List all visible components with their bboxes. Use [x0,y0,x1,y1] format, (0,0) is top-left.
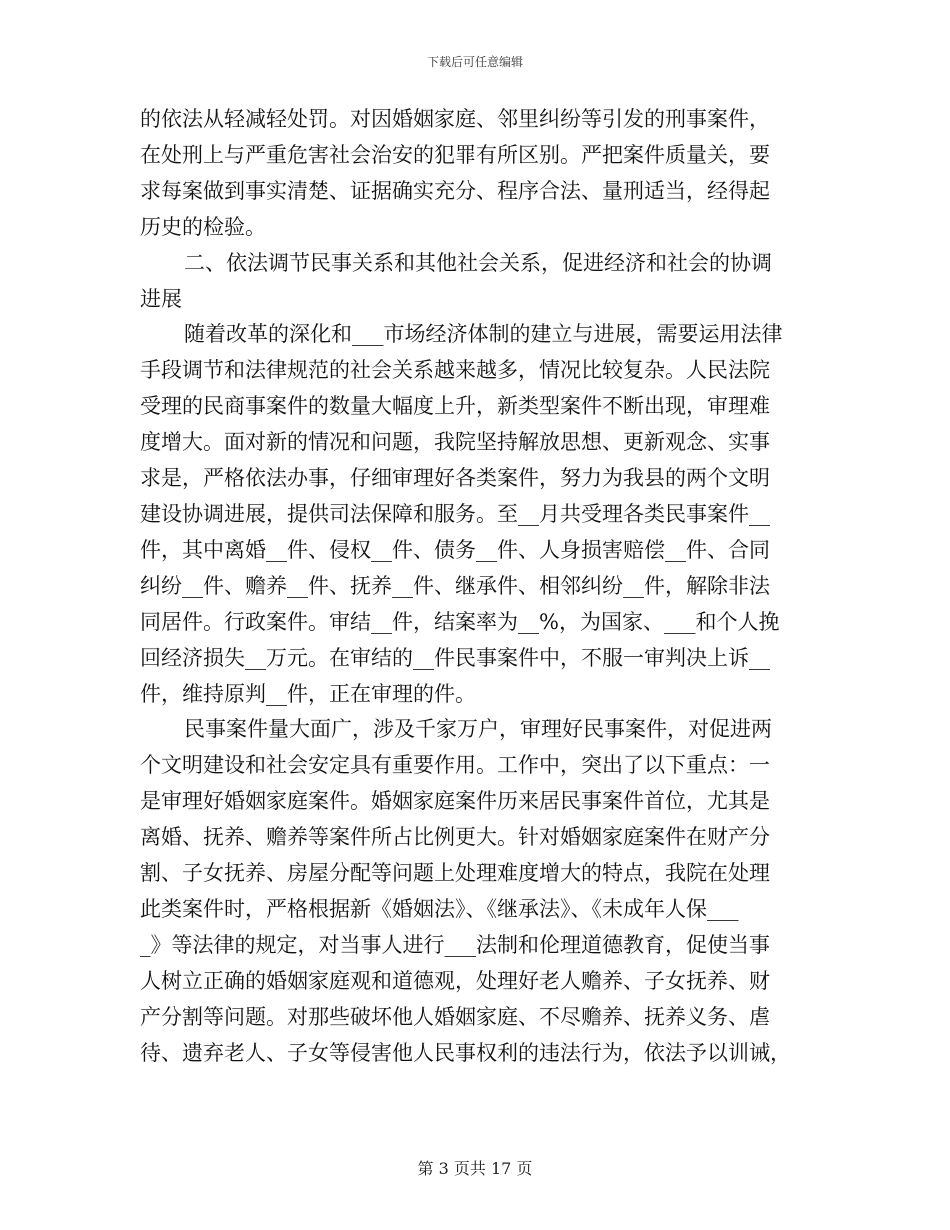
text-line: 在处刑上与严重危害社会治安的犯罪有所区别。严把案件质量关，要 [140,142,770,167]
text-line: 求每案做到事实清楚、证据确实充分、程序合法、量刑适当，经得起 [140,178,770,203]
text-line: _》等法律的规定，对当事人进行___法制和伦理道德教育，促使当事 [140,932,770,957]
text-line: 二、依法调节民事关系和其他社会关系，促进经济和社会的协调 [184,250,772,275]
text-line: 进展 [140,286,182,311]
text-line: 产分割等问题。对那些破坏他人婚姻家庭、不尽赡养、抚养义务、虐 [140,1004,770,1029]
text-line: 此类案件时，严格根据新《婚姻法》、《继承法》、《未成年人保___ [140,896,739,921]
text-line: 是审理好婚姻家庭案件。婚姻家庭案件历来居民事案件首位，尤其是 [140,789,770,814]
text-line: 度增大。面对新的情况和问题，我院坚持解放思想、更新观念、实事 [140,430,770,455]
text-line: 件，其中离婚__件、侵权__件、债务__件、人身损害赔偿__件、合同 [140,537,770,562]
text-line: 民事案件量大面广，涉及千家万户，审理好民事案件，对促进两 [184,717,772,742]
text-line: 随着改革的深化和___市场经济体制的建立与进展，需要运用法律 [184,322,783,347]
text-line: 割、子女抚养、房屋分配等问题上处理难度增大的特点，我院在处理 [140,861,770,886]
text-line: 回经济损失__万元。在审结的__件民事案件中，不服一审判决上诉__ [140,645,770,670]
text-line: 纠纷__件、赡养__件、抚养__件、继承件、相邻纠纷__件，解除非法 [140,573,770,598]
text-line: 同居件。行政案件。审结__件，结案率为__%，为国家、___和个人挽 [140,609,780,634]
text-line: 个文明建设和社会安定具有重要作用。工作中，突出了以下重点：一 [140,753,770,778]
text-line: 历史的检验。 [140,214,266,239]
text-line: 建设协调进展，提供司法保障和服务。至__月共受理各类民事案件__ [140,501,770,526]
text-line: 的依法从轻减轻处罚。对因婚姻家庭、邻里纠纷等引发的刑事案件， [140,107,770,131]
text-line: 待、遗弃老人、子女等侵害他人民事权利的违法行为，依法予以训诫， [140,1040,791,1065]
text-line: 手段调节和法律规范的社会关系越来越多，情况比较复杂。人民法院 [140,358,770,383]
document-body [140,102,812,1071]
text-line: 离婚、抚养、赡养等案件所占比例更大。针对婚姻家庭案件在财产分 [140,825,770,850]
text-line: 求是，严格依法办事，仔细审理好各类案件，努力为我县的两个文明 [140,466,770,491]
text-line: 受理的民商事案件的数量大幅度上升，新类型案件不断出现，审理难 [140,394,770,419]
page-footer: 第 3 页共 17 页 [417,1159,533,1178]
page-header: 下载后可任意编辑 [426,55,523,69]
text-line: 人树立正确的婚姻家庭观和道德观，处理好老人赡养、子女抚养、财 [140,968,770,993]
text-line: 件，维持原判__件，正在审理的件。 [140,681,476,706]
